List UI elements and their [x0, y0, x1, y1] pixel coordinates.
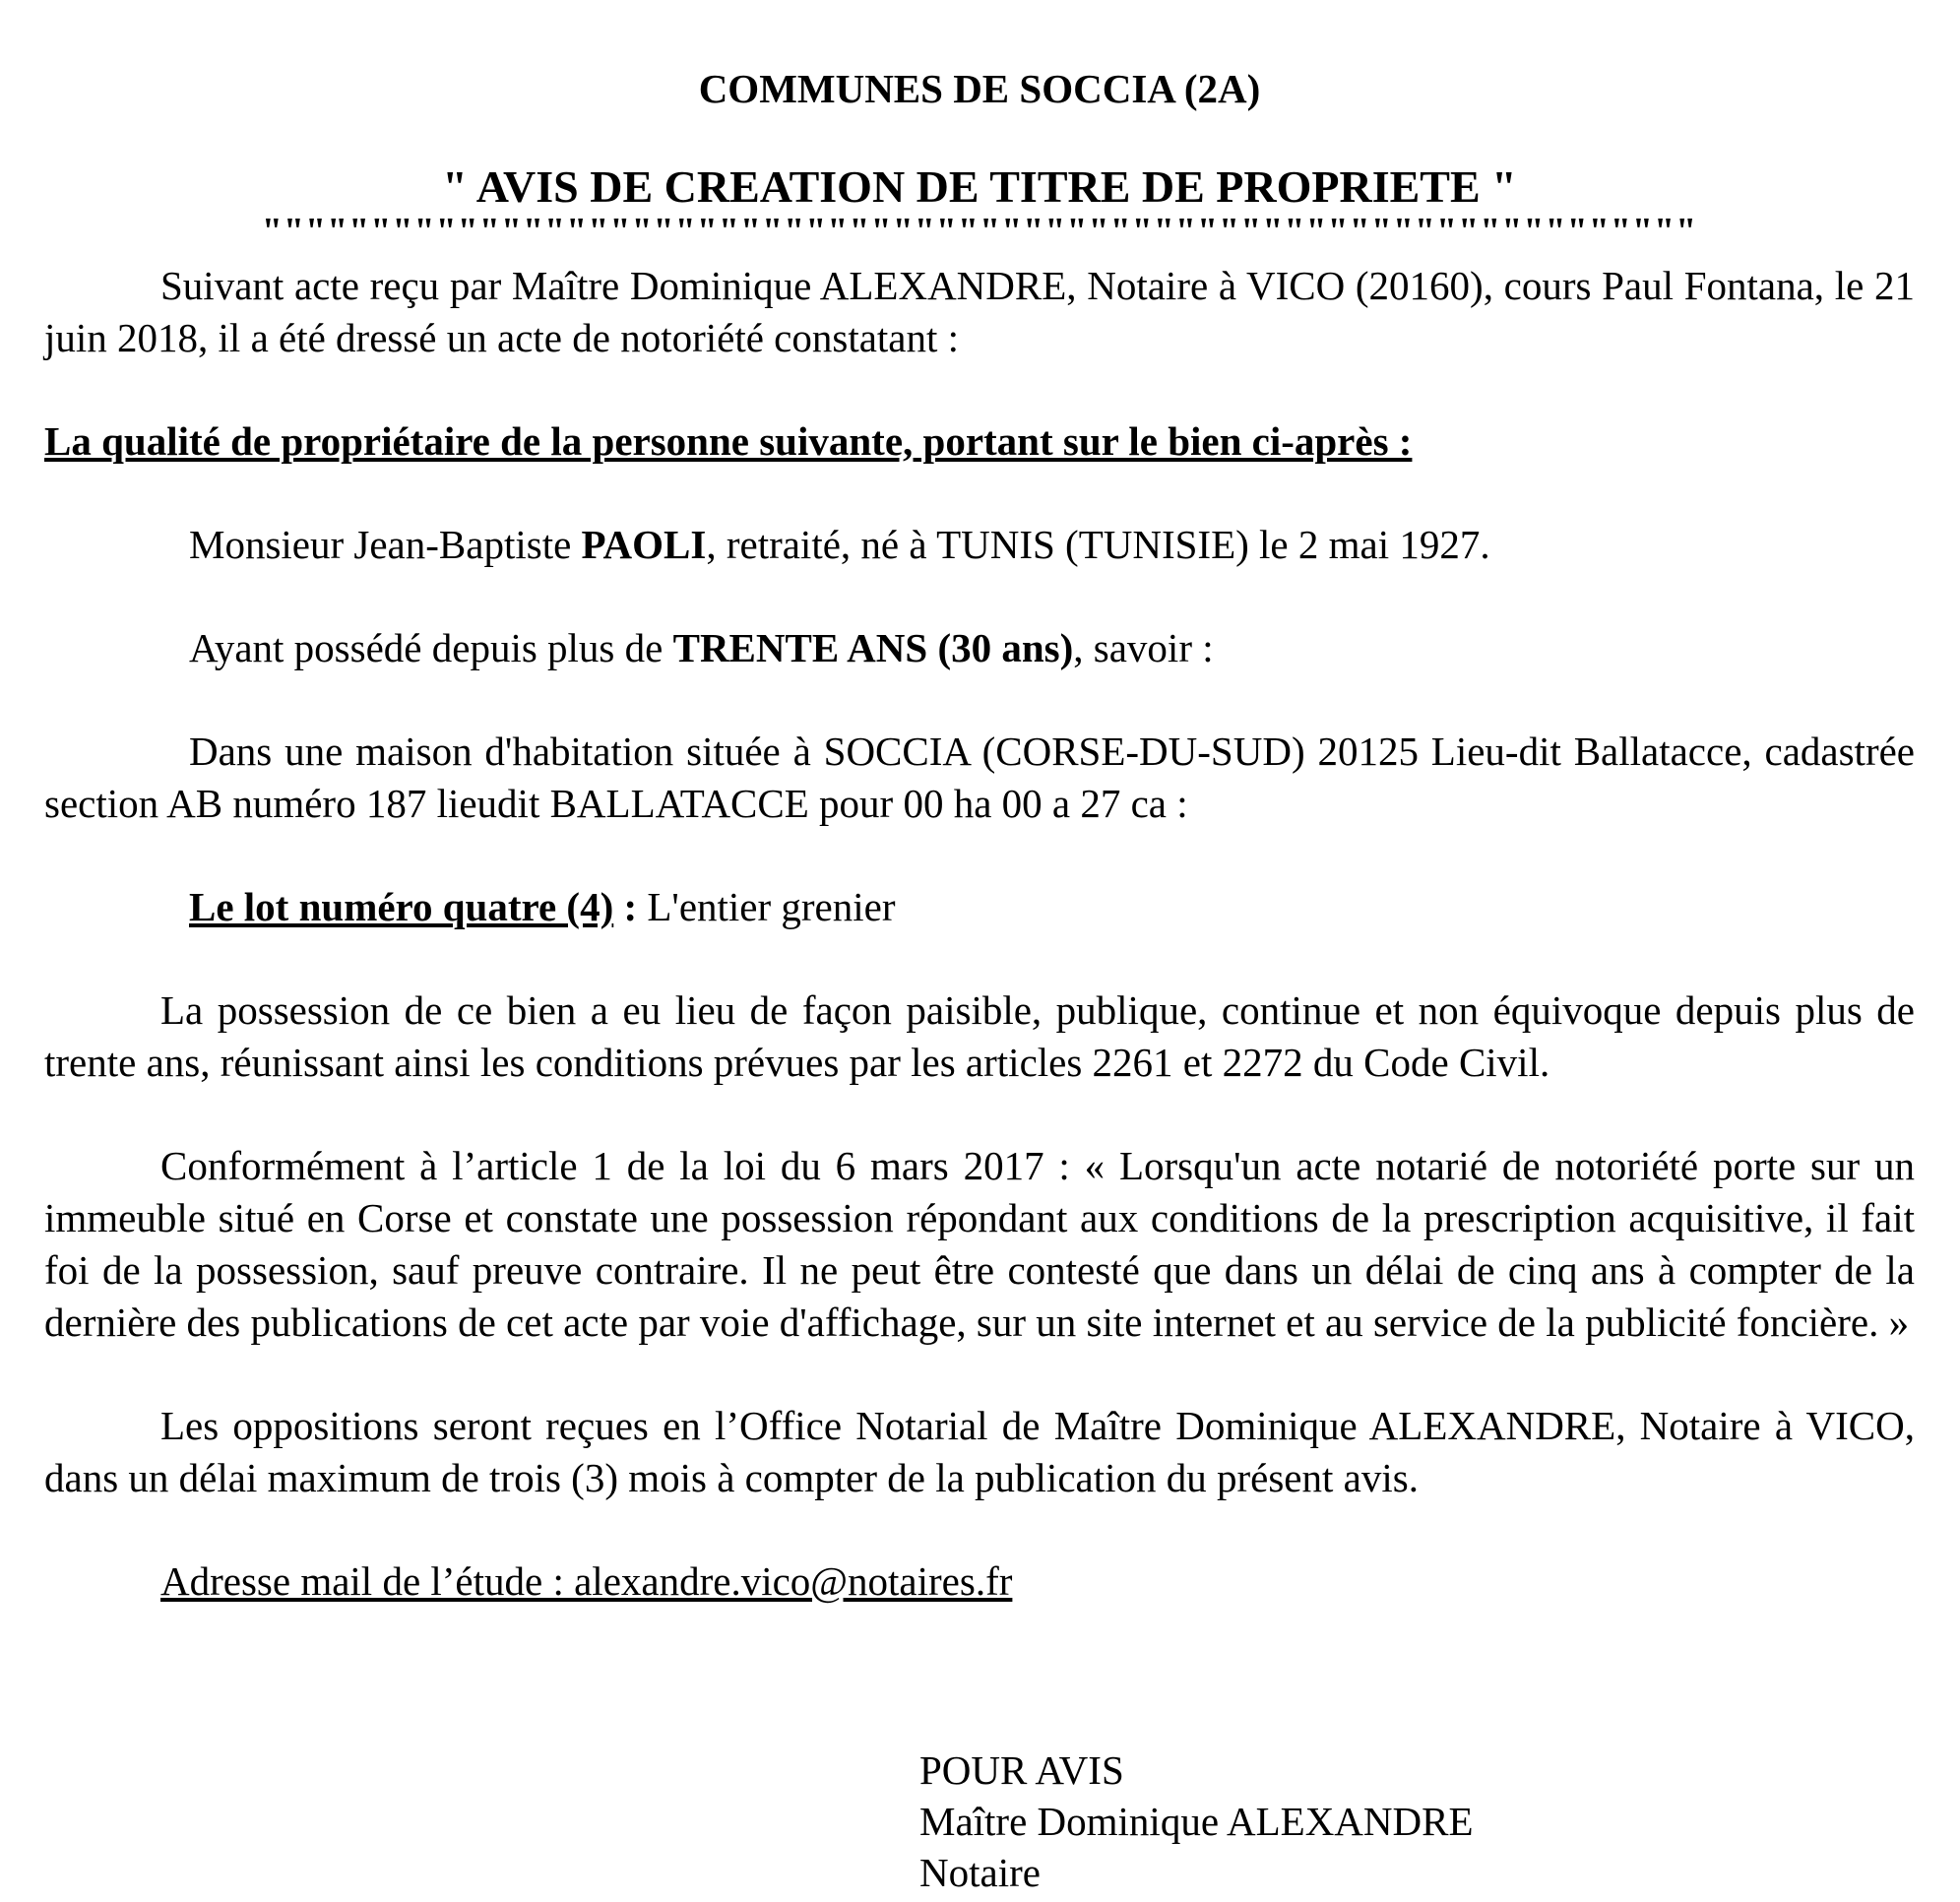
- lot-paragraph: [44, 881, 1915, 933]
- email-paragraph: [44, 1555, 1915, 1608]
- notice-title: " AVIS DE CREATION DE TITRE DE PROPRIETE ": [442, 161, 1517, 212]
- possession-prefix: Ayant possédé depuis plus de: [189, 625, 673, 670]
- lot-description: L'entier grenier: [637, 884, 896, 929]
- law-article-paragraph: Conformément à l’article 1 de la loi du 6 mars 2017 : « Lorsqu'un acte notarié de notoriété porte sur un immeuble situé en Corse et constate une possession répondant aux conditions de la prescription acquisitive, il fait foi de la possession, sauf preuve contraire. Il ne peut être contesté que dans un délai de cinq ans à compter de la dernière des publications de cet acte par voie d'affichage, sur un site internet et au service de la publicité foncière. »: [44, 1143, 1915, 1345]
- intro-paragraph: Suivant acte reçu par Maître Dominique ALEXANDRE, Notaire à VICO (20160), cours Paul Fontana, le 21 juin 2018, il a été dressé un acte de notoriété constatant :: [44, 263, 1915, 360]
- signature-pour-avis: POUR AVIS: [919, 1747, 1124, 1793]
- person-surname: PAOLI: [581, 522, 707, 567]
- property-paragraph: Dans une maison d'habitation située à SOCCIA (CORSE-DU-SUD) 20125 Lieu-dit Ballatacce, cadastrée section AB numéro 187 lieudit BALLATACCE pour 00 ha 00 a 27 ca :: [44, 729, 1915, 826]
- signature-block: [919, 1744, 1474, 1898]
- person-paragraph: [44, 519, 1915, 571]
- signature-notary-name: Maître Dominique ALEXANDRE: [919, 1799, 1474, 1844]
- possession-paragraph: [44, 622, 1915, 674]
- person-prefix: Monsieur Jean-Baptiste: [189, 522, 582, 567]
- possession-conditions-paragraph: La possession de ce bien a eu lieu de façon paisible, publique, continue et non équivoque depuis plus de trente ans, réunissant ainsi les conditions prévues par les articles 2261 et 2272 du Code Civil.: [44, 987, 1915, 1085]
- lot-colon: :: [613, 884, 638, 929]
- person-suffix: , retraité, né à TUNIS (TUNISIE) le 2 mai 1927.: [706, 522, 1490, 567]
- possession-suffix: , savoir :: [1073, 625, 1214, 670]
- section-heading: La qualité de propriétaire de la personne suivante, portant sur le bien ci-après :: [44, 418, 1413, 464]
- commune-heading: COMMUNES DE SOCCIA (2A): [698, 66, 1261, 111]
- notice-document: [44, 59, 1915, 1608]
- signature-notary-title: Notaire: [919, 1850, 1041, 1895]
- title-underline-quotes: """""""""""""""""""""""""""""""""""""""""""""""""""""""""""""""""": [261, 211, 1698, 252]
- oppositions-paragraph: Les oppositions seront reçues en l’Office Notarial de Maître Dominique ALEXANDRE, Notaire à VICO, dans un délai maximum de trois (3) mois à compter de la publication du présent avis.: [44, 1403, 1915, 1500]
- lot-label: Le lot numéro quatre (4): [189, 884, 614, 929]
- email-line: Adresse mail de l’étude : alexandre.vico@notaires.fr: [160, 1558, 1013, 1604]
- possession-duration: TRENTE ANS (30 ans): [672, 625, 1074, 670]
